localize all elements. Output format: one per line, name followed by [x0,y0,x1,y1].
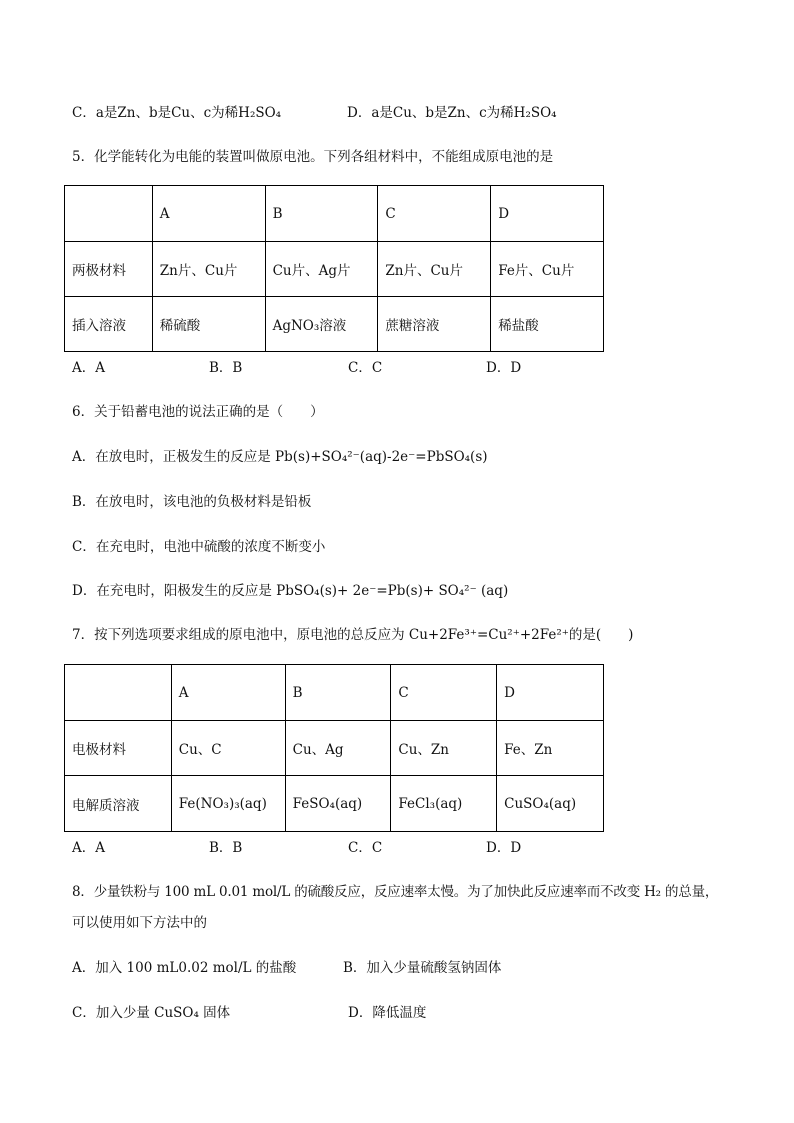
table-cell: AgNO₃溶液 [265,297,378,352]
table-cell [65,665,172,721]
table-cell: C [378,186,491,242]
q6-option-c: C．在充电时，电池中硫酸的浓度不断变小 [72,539,326,555]
table-cell: Cu、Zn [391,721,497,776]
answer-option-b: B．B [209,360,243,376]
table-cell: Fe片、Cu片 [491,242,604,297]
table-row [65,776,604,832]
table-cell: 稀盐酸 [491,297,604,352]
table-cell: C [391,665,497,721]
q7-stem: 7．按下列选项要求组成的原电池中，原电池的总反应为 Cu+2Fe³⁺=Cu²⁺+2Fe²⁺的是( ) [72,627,634,643]
q4-option-d: D．a是Cu、b是Zn、c为稀H₂SO₄ [347,105,557,121]
q5-table [64,185,604,352]
table-cell: 电极材料 [65,721,172,776]
table-cell: D [497,665,604,721]
q8-option-d: D．降低温度 [348,1005,427,1021]
table-cell: Fe、Zn [497,721,604,776]
table-cell: Fe(NO₃)₃(aq) [171,776,285,832]
q4-option-c: C．a是Zn、b是Cu、c为稀H₂SO₄ [72,105,282,121]
table-header-row [65,665,604,721]
table-cell: B [285,665,391,721]
table-cell: Cu、C [171,721,285,776]
table-cell: CuSO₄(aq) [497,776,604,832]
q6-option-d: D．在充电时，阳极发生的反应是 PbSO₄(s)+ 2e⁻=Pb(s)+ SO₄²⁻ (aq) [72,583,509,599]
answer-option-c: C．C [348,840,383,856]
table-cell: 两极材料 [65,242,153,297]
table-cell: D [491,186,604,242]
q8-stem-line-1: 8．少量铁粉与 100 mL 0.01 mol/L 的硫酸反应，反应速率太慢。为了加快此反应速率而不改变 H₂ 的总量， [72,884,719,900]
q7-table [64,664,604,832]
q6-option-b: B．在放电时，该电池的负极材料是铅板 [72,494,312,510]
table-cell: A [152,186,265,242]
table-cell: 电解质溶液 [65,776,172,832]
table-cell: Cu片、Ag片 [265,242,378,297]
q6-option-a: A．在放电时，正极发生的反应是 Pb(s)+SO₄²⁻(aq)-2e⁻=PbSO₄(s) [72,449,488,465]
table-row [65,242,604,297]
q8-stem-line-2: 可以使用如下方法中的 [72,915,207,931]
table-cell: Cu、Ag [285,721,391,776]
table-cell: A [171,665,285,721]
answer-option-d: D．D [486,840,522,856]
answer-option-d: D．D [486,360,522,376]
q6-stem: 6．关于铅蓄电池的说法正确的是（ ） [72,404,324,420]
table-row [65,297,604,352]
q8-option-a: A．加入 100 mL0.02 mol/L 的盐酸 [72,960,297,976]
table-cell: Zn片、Cu片 [152,242,265,297]
table-cell: FeSO₄(aq) [285,776,391,832]
table-cell: 稀硫酸 [152,297,265,352]
table-cell: 蔗糖溶液 [378,297,491,352]
table-row [65,721,604,776]
table-cell [65,186,153,242]
answer-option-a: A．A [72,360,105,376]
answer-option-c: C．C [348,360,383,376]
q5-stem: 5．化学能转化为电能的装置叫做原电池。下列各组材料中，不能组成原电池的是 [72,149,554,165]
table-cell: 插入溶液 [65,297,153,352]
answer-option-a: A．A [72,840,105,856]
q8-option-c: C．加入少量 CuSO₄ 固体 [72,1005,231,1021]
table-header-row [65,186,604,242]
table-cell: FeCl₃(aq) [391,776,497,832]
table-cell: Zn片、Cu片 [378,242,491,297]
q8-option-b: B．加入少量硫酸氢钠固体 [343,960,502,976]
answer-option-b: B．B [209,840,243,856]
table-cell: B [265,186,378,242]
